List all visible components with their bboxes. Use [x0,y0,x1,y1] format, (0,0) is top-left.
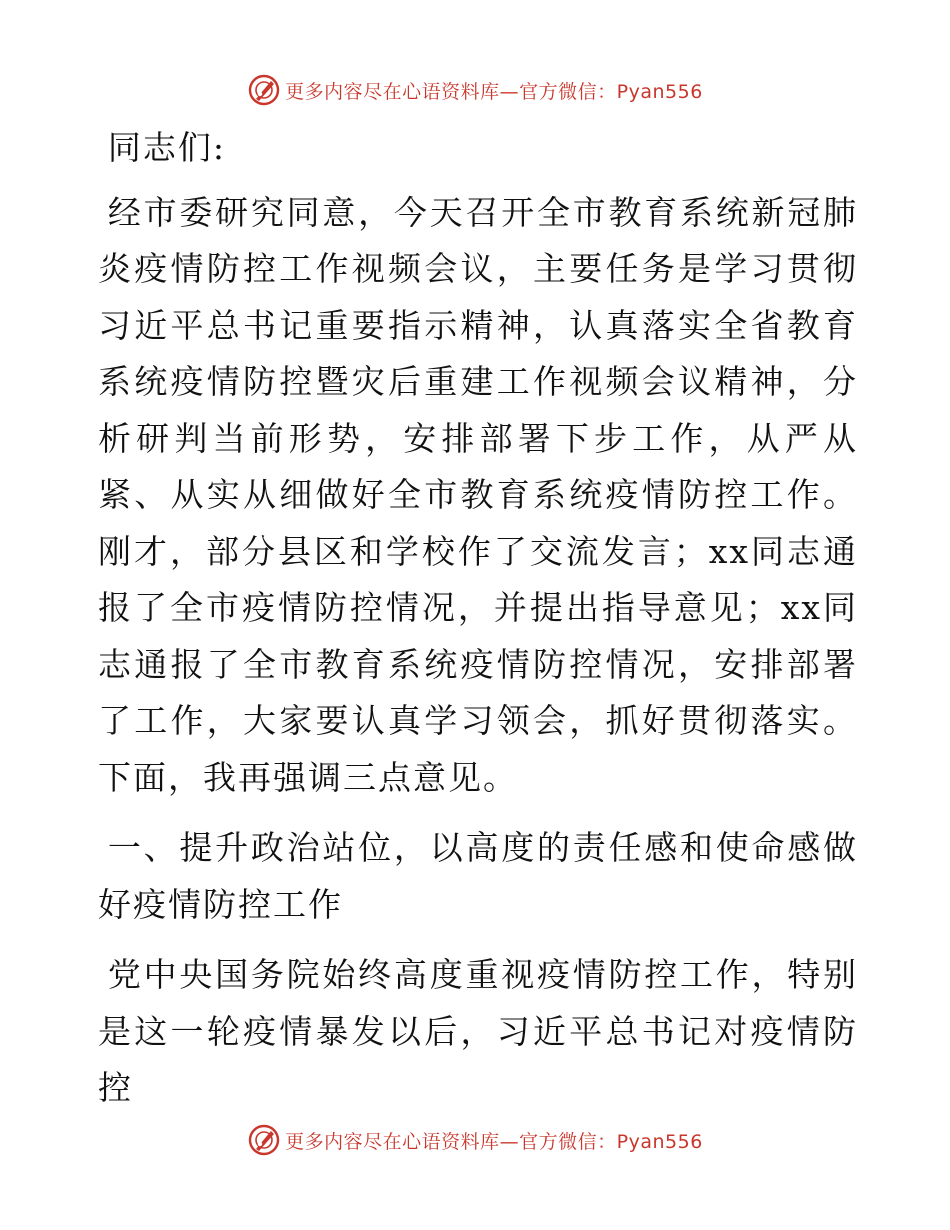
section-heading-1: 一、提升政治站位，以高度的责任感和使命感做好疫情防控工作 [98,828,858,924]
brand-logo-icon [247,1123,281,1157]
header-banner-text: 更多内容尽在心语资料库—官方微信：Pyan556 [285,80,703,103]
footer-banner-text: 更多内容尽在心语资料库—官方微信：Pyan556 [285,1130,703,1153]
footer-banner [0,1120,950,1160]
paragraph-intro: 经市委研究同意，今天召开全市教育系统新冠肺炎疫情防控工作视频会议，主要任务是学习贯彻习近平总书记重要指示精神，认真落实全省教育系统疫情防控暨灾后重建工作视频会议精神，分析研判当前形势，安排部署下步工作，从严从紧、从实从细做好全市教育系统疫情防控工作。刚才，部分县区和学校作了交流发言；xx同志通报了全市疫情防控情况，并提出指导意见；xx同志通报了全市教育系统疫情防控情况，安排部署了工作，大家要认真学习领会，抓好贯彻落实。下面，我再强调三点意见。 [98,192,858,797]
paragraph-section-1: 党中央国务院始终高度重视疫情防控工作，特别是这一轮疫情暴发以后，习近平总书记对疫情防控 [98,955,858,1107]
brand-logo-icon [247,73,281,107]
header-banner [0,70,950,110]
salutation: 同志们: [107,128,227,167]
document-body [98,120,858,1131]
